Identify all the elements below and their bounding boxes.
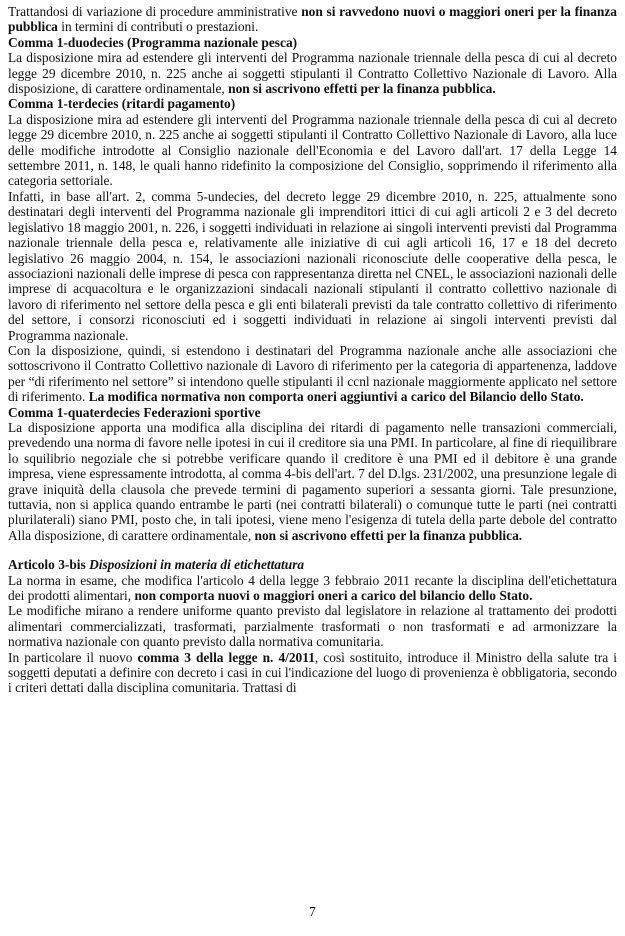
- body-paragraph: [8, 650, 617, 696]
- body-paragraph: [8, 343, 617, 405]
- bold-run: non comporta nuovi o maggiori oneri a carico del bilancio dello Stato.: [134, 588, 533, 604]
- text-run: Infatti, in base all'art. 2, comma 5-undecies, del decreto legge 29 dicembre 2010, n. 225, attualmente sono destinatari degli interventi del Programma nazionale gli imprenditori ittici di cui agli articoli 2 e 3 del decreto legislativo 18 maggio 2001, n. 226, i soggetti individuati in relazione ai singoli interventi previsti dal Programma nazionale triennale della pesca e, relativamente alle iniziative di cui agli articoli 16, 17 e 18 del decreto legislativo 26 maggio 2004, n. 154, le associazioni nazionali riconosciute delle cooperative della pesca, le associazioni nazionali delle imprese di pesca con rappresentanza diretta nel CNEL, le associazioni nazionali delle imprese di acquacoltura e le organizzazioni sindacali nazionali stipulanti il contratto collettivo nazionale di lavoro di riferimento nel settore della pesca e gli enti bilaterali previsti da tale contratto collettivo di riferimento del settore, i consorzi riconosciuti ed i soggetti individuati in relazione ai singoli interventi previsti dal Programma nazionale.: [8, 188, 617, 343]
- bold-run: (ritardi pagamento): [121, 96, 236, 112]
- section-heading: [8, 405, 617, 420]
- bold-run: Comma 1-duodecies (Programma nazionale pesca): [8, 34, 298, 50]
- text-run: Con la disposizione, quindi, si estendono i destinatari del Programma nazionale anche alle associazioni che sottoscrivono il Contratto Collettivo nazionale di Lavoro di riferimento per la categoria di appartenenza, laddove per “di riferimento nel settore” si intendono quelle stipulanti il ccnl nazionale maggiormente applicato nel settore di riferimento.: [8, 342, 617, 405]
- text-run: La disposizione mira ad estendere gli interventi del Programma nazionale triennale della pesca di cui al decreto legge 29 dicembre 2010, n. 225 anche ai soggetti stipulanti il Contratto Collettivo Nazionale di Lavoro. Alla disposizione, di carattere ordinamentale,: [8, 50, 617, 97]
- bold-run: comma 3 della legge n. 4/2011: [137, 649, 315, 665]
- bold-run: non si ascrivono effetti per la finanza pubblica.: [254, 527, 523, 543]
- body-paragraph: [8, 603, 617, 649]
- text-run: in termini di contributi o prestazioni.: [57, 19, 259, 35]
- text-run: , così sostituito, introduce il Ministro della salute tra i soggetti deputati a definire con decreto i casi in cui l'indicazione del luogo di provenienza è obbligatoria, secondo i criteri dettati dalla disciplina comunitaria. Trattasi di: [8, 649, 617, 696]
- document-body: [8, 4, 617, 696]
- body-paragraph: [8, 189, 617, 343]
- bold-run: Articolo 3-bis: [8, 557, 90, 573]
- bold-run: La modifica normativa non comporta oneri aggiuntivi a carico del Bilancio dello Stato.: [88, 389, 584, 405]
- bold-run: non si ascrivono effetti per la finanza pubblica.: [228, 81, 496, 97]
- text-run: La disposizione mira ad estendere gli interventi del Programma nazionale triennale della pesca di cui al decreto legge 29 dicembre 2010, n. 225 anche ai soggetti stipulanti il Contratto Collettivo Nazionale di Lavoro, alla luce delle modifiche introdotte al Consiglio nazionale dell'Economia e del Lavoro dall'art. 17 della Legge 14 settembre 2011, n. 148, le quali hanno ridefinito la composizione del Consiglio, sopprimendo il riferimento alla categoria settoriale.: [8, 111, 617, 189]
- bold-run: Comma 1-quaterdecies Federazioni sportive: [8, 404, 261, 420]
- text-run: La norma in esame, che modifica l'articolo 4 della legge 3 febbraio 2011 recante la disciplina dell'etichettatura dei prodotti alimentari,: [8, 572, 617, 604]
- body-paragraph: [8, 420, 617, 543]
- body-paragraph: [8, 50, 617, 96]
- bold-run: non si ravvedono nuovi o maggiori oneri per la finanza pubblica: [8, 4, 617, 35]
- section-heading: [8, 35, 617, 50]
- text-run: Trattandosi di variazione di procedure amministrative: [8, 4, 302, 19]
- section-heading: [8, 96, 617, 111]
- bold-run: Comma 1-terdecies: [8, 96, 122, 112]
- page-number: 7: [309, 904, 316, 919]
- text-run: In particolare il nuovo: [8, 649, 138, 665]
- text-run: La disposizione apporta una modifica alla disciplina dei ritardi di pagamento nelle transazioni commerciali, prevedendo una norma di favore nelle ipotesi in cui il creditore sia una PMI. In particolare, al fine di riequilibrare lo squilibrio negoziale che si potrebbe verificare quando il creditore è una PMI ed il debitore è una grande impresa, viene espressamente introdotta, al comma 4-bis dell'art. 7 del D.lgs. 231/2002, una presunzione legale di grave iniquità della clausola che prevede termini di pagamento superiori a sessanta giorni. Tale presunzione, tuttavia, non si applica quando entrambe le parti (nei contratti bilaterali) o comunque tutte le parti (nei contratti plurilaterali) siano PMI, posto che, in tali ipotesi, viene meno l'esigenza di tutela della parte debole del contratto Alla disposizione, di carattere ordinamentale,: [8, 419, 617, 543]
- body-paragraph: [8, 4, 617, 35]
- section-spacer: [8, 543, 617, 557]
- section-heading: [8, 557, 617, 572]
- body-paragraph: [8, 573, 617, 604]
- bold-italic-run: Disposizioni in materia di etichettatura: [89, 557, 305, 573]
- text-run: Le modifiche mirano a rendere uniforme quanto previsto dal legislatore in relazione al trattamento dei prodotti alimentari commercializzati, trasformati, parzialmente trasformati o non trasformati e ad armonizzare la normativa nazionale con quanto previsto dalla normativa comunitaria.: [8, 603, 617, 650]
- body-paragraph: [8, 112, 617, 189]
